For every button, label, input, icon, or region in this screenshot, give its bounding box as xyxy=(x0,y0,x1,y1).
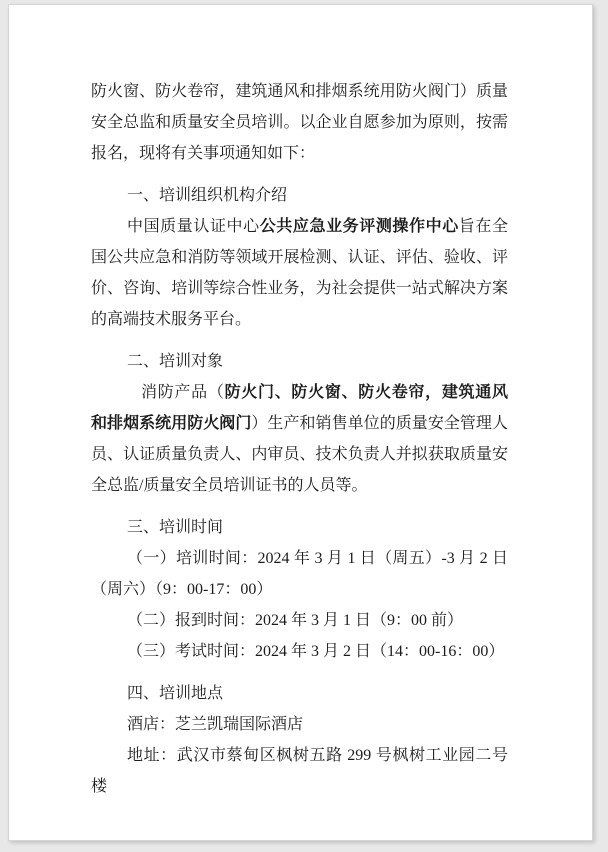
org-name-bold: 公共应急业务评测操作中心 xyxy=(259,218,459,235)
org-paragraph-post: 旨在全国公共应急和消防等领域开展检测、认证、评估、验收、评价、咨询、培训等综合性业务，为社会提供一站式解决方案的高端技术服务平台。 xyxy=(91,218,508,328)
audience-paragraph-post: ）生产和销售单位的质量安全管理人员、认证质量负责人、内审员、技术负责人并拟获取质量安全总监/质量安全员培训证书的人员等。 xyxy=(91,415,508,494)
audience-paragraph xyxy=(91,377,508,501)
checkin-time-item: （二）报到时间：2024 年 3 月 1 日（9：00 前） xyxy=(127,612,464,629)
document-content xyxy=(9,5,592,802)
training-time-item: （一）培训时间：2024 年 3 月 1 日（周五）-3 月 2 日（周六）（9：00-17：00） xyxy=(91,550,508,598)
audience-paragraph-pre: 消防产品（ xyxy=(141,384,225,401)
exam-time-item: （三）考试时间：2024 年 3 月 2 日（14：00-16：00） xyxy=(127,643,505,660)
section-3-heading: 三、培训时间 xyxy=(127,519,224,536)
org-paragraph xyxy=(91,211,508,335)
section-4-heading: 四、培训地点 xyxy=(127,685,224,702)
intro-paragraph: 防火窗、防火卷帘，建筑通风和排烟系统用防火阀门）质量安全总监和质量安全员培训。以企业自愿参加为原则，按需报名，现将有关事项通知如下： xyxy=(91,83,508,162)
document-page xyxy=(8,4,593,841)
address-line: 地址：武汉市蔡甸区枫树五路 299 号枫树工业园二号楼 xyxy=(91,747,508,795)
section-1-heading: 一、培训组织机构介绍 xyxy=(127,187,288,204)
hotel-line: 酒店：芝兰凯瑞国际酒店 xyxy=(127,716,304,733)
section-2-heading: 二、培训对象 xyxy=(127,353,224,370)
org-paragraph-pre: 中国质量认证中心 xyxy=(127,218,260,235)
product-scope-bold: 防火门、防火窗、防火卷帘，建筑通风和排烟系统用防火阀门 xyxy=(91,384,508,432)
